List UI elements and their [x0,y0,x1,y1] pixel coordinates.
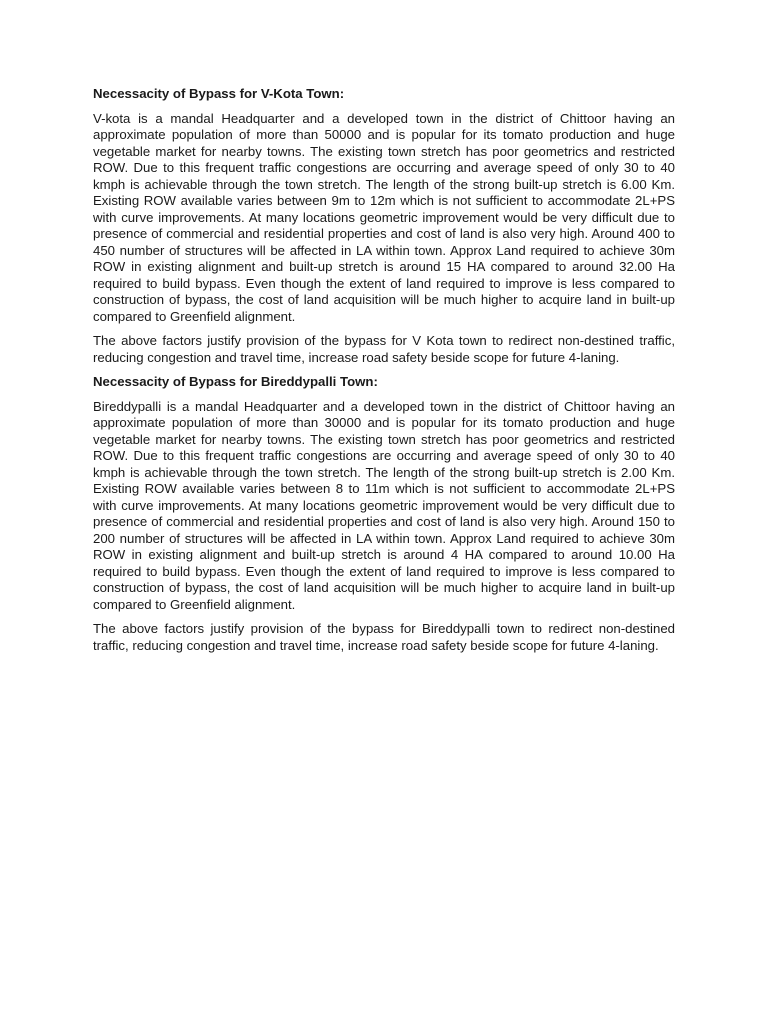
paragraph: V-kota is a mandal Headquarter and a developed town in the district of Chittoor having an approximate population of more than 50000 and is popular for its tomato production and huge vegetable market for nearby towns. The existing town stretch has poor geometrics and restricted ROW. Due to this frequent traffic congestions are occurring and average speed of only 30 to 40 kmph is achievable through the town stretch. The length of the strong built-up stretch is 6.00 Km. Existing ROW available varies between 9m to 12m which is not sufficient to accommodate 2L+PS with curve improvements. At many locations geometric improvement would be very difficult due to presence of commercial and residential properties and cost of land is also very high. Around 400 to 450 number of structures will be affected in LA within town. Approx Land required to achieve 30m ROW in existing alignment and built-up stretch is around 15 HA compared to around 32.00 Ha required to build bypass. Even though the extent of land required to improve is less compared to construction of bypass, the cost of land acquisition will be much higher to acquire land in built-up compared to Greenfield alignment. [93,110,675,324]
section-heading: Necessacity of Bypass for V-Kota Town: [93,86,345,101]
paragraph: Bireddypalli is a mandal Headquarter and a developed town in the district of Chittoor having an approximate population of more than 30000 and is popular for its tomato production and huge vegetable market for nearby towns. The existing town stretch has poor geometrics and restricted ROW. Due to this frequent traffic congestions are occurring and average speed of only 30 to 40 kmph is achievable through the town stretch. The length of the strong built-up stretch is 2.00 Km. Existing ROW available varies between 8 to 11m which is not sufficient to accommodate 2L+PS with curve improvements. At many locations geometric improvement would be very difficult due to presence of commercial and residential properties and cost of land is also very high. Around 150 to 200 number of structures will be affected in LA within town. Approx Land required to achieve 30m ROW in existing alignment and built-up stretch is around 4 HA compared to around 10.00 Ha required to build bypass. Even though the extent of land required to improve is less compared to construction of bypass, the cost of land acquisition will be much higher to acquire land in built-up compared to Greenfield alignment. [93,398,675,612]
section-heading: Necessacity of Bypass for Bireddypalli Town: [93,374,378,389]
paragraph: The above factors justify provision of the bypass for V Kota town to redirect non-destined traffic, reducing congestion and travel time, increase road safety beside scope for future 4-laning. [93,333,675,365]
paragraph: The above factors justify provision of the bypass for Bireddypalli town to redirect non-destined traffic, reducing congestion and travel time, increase road safety beside scope for future 4-laning. [93,621,675,653]
document-page [93,86,675,662]
section-bireddypalli [93,374,675,654]
section-v-kota [93,86,675,366]
